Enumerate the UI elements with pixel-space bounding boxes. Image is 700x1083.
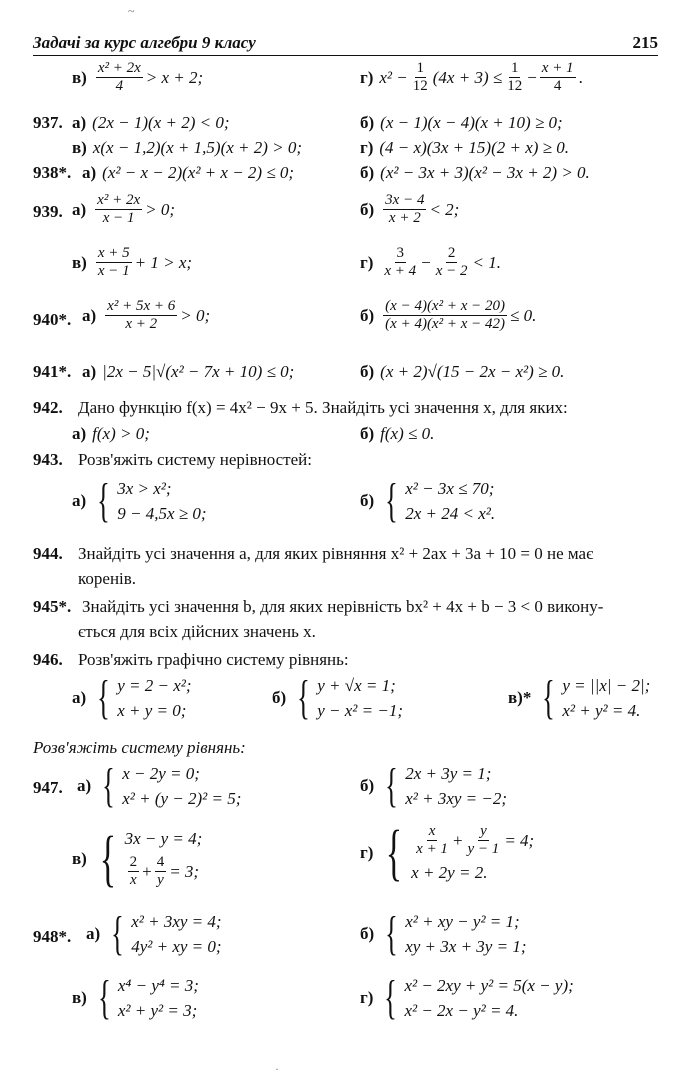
problem-943-b: б) { x² − 3x ≤ 70; 2x + 24 < x². <box>360 474 496 527</box>
problem-number-939: 939. <box>33 202 63 221</box>
problem-948-g: г) { x² − 2xy + y² = 5(x − y); x² − 2x − y² = 4. <box>360 971 574 1024</box>
equation-system: { 3x > x²; 9 − 4,5x ≥ 0; <box>97 474 207 527</box>
problem-947-v: в) { 3x − y = 4; $\frac{2}{x}$ + $\frac{4}{y}$ = 3; <box>72 825 203 893</box>
page-header <box>33 33 658 56</box>
page-number: 215 <box>632 33 658 52</box>
problem-941-b: б) (x + 2)√(15 − 2x − x²) ≥ 0. <box>360 362 565 381</box>
problem-943-text: Розв'яжіть систему нерівностей: <box>78 450 312 469</box>
scan-speck-icon: · <box>275 1062 279 1076</box>
fraction: $\frac{x + 5}{x - 1}$ <box>97 245 130 279</box>
problem-number-944: 944. <box>33 544 63 563</box>
problem-937-g: г) (4 − x)(3x + 15)(2 + x) ≥ 0. <box>360 138 569 157</box>
left-brace: { <box>98 971 111 1024</box>
problem-939-g: г) $\frac{3}{x + 4}$ − $\frac{2}{x - 2}$ < 1. <box>360 245 502 279</box>
left-brace: { <box>97 671 111 724</box>
problem-number-940: 940*. <box>33 310 72 329</box>
fraction: $\frac{\text{x² + 2x}}{x - 1}$ <box>97 192 141 226</box>
fraction: $\frac{4}{y}$ <box>156 854 165 888</box>
problem-948-b: б) { x² + xy − y² = 1; xy + 3x + 3y = 1; <box>360 907 527 960</box>
fraction: $\frac{\text{x² + 2x}}{4}$ <box>97 60 141 94</box>
fraction: $\frac{2}{x}$ <box>129 854 138 888</box>
problem-942-text: Дано функцію f(x) = 4x² − 9x + 5. Знайдіть усі значення x, для яких: <box>78 398 568 417</box>
problem-number-945: 945*. <box>33 597 72 616</box>
problem-944-line2: коренів. <box>78 569 137 588</box>
fraction: $\frac{3x - 4}{x + 2}$ <box>385 192 425 226</box>
problem-940-a: а) $\frac{\text{x² + 5x + 6}}{x + 2}$ > 0; <box>82 298 211 332</box>
problem-946-b: б) { y + √x = 1; y − x² = −1; <box>272 671 403 724</box>
problem-939-v: в) $\frac{x + 5}{x - 1}$ + 1 > x; <box>72 245 193 279</box>
equation-system: { 3x − y = 4; $\frac{2}{x}$ + $\frac{4}{y}$ = 3; <box>99 825 203 893</box>
problem-number-942: 942. <box>33 398 63 417</box>
running-title: Задачі за курс алгебри 9 класу <box>33 33 256 52</box>
problem-937-a: а) (2x − 1)(x + 2) < 0; <box>72 113 230 132</box>
left-brace: { <box>97 474 111 527</box>
fraction: $\frac{\text{(x − 4)(x² + x − 20)}}{\text{(x + 4)(x² + x − 42)}}$ <box>385 298 505 332</box>
problem-946-text: Розв'яжіть графічно систему рівнянь: <box>78 650 349 669</box>
left-brace: { <box>102 759 116 812</box>
left-brace: { <box>386 819 403 887</box>
equation-system: { x² + xy − y² = 1; xy + 3x + 3y = 1; <box>385 907 527 960</box>
problem-942-b: б) f(x) ≤ 0. <box>360 424 435 443</box>
fraction: $\frac{2}{x - 2}$ <box>435 245 468 279</box>
problem-942-a: а) f(x) > 0; <box>72 424 150 443</box>
left-brace: { <box>297 671 311 724</box>
problem-938-a: а) (x² − x − 2)(x² + x − 2) ≤ 0; <box>82 163 295 182</box>
problem-number-946: 946. <box>33 650 63 669</box>
problem-938-b: б) (x² − 3x + 3)(x² − 3x + 2) > 0. <box>360 163 590 182</box>
problem-937-b: б) (x − 1)(x − 4)(x + 10) ≥ 0; <box>360 113 563 132</box>
left-brace: { <box>99 825 116 893</box>
equation-system: { y = ||x| − 2|; x² + y² = 4. <box>542 671 651 724</box>
fraction: $\frac{1}{12}$ <box>412 60 428 94</box>
problem-948-a: а) { x² + 3xy = 4; 4y² + xy = 0; <box>86 907 222 960</box>
equation-system: { x² − 2xy + y² = 5(x − y); x² − 2x − y² = 4. <box>384 971 574 1024</box>
problem-number-947: 947. <box>33 778 63 797</box>
problem-number-938: 938*. <box>33 163 72 182</box>
equation-system: { y = 2 − x²; x + y = 0; <box>97 671 192 724</box>
problem-947-b: б) { 2x + 3y = 1; x² + 3xy = −2; <box>360 759 508 812</box>
problem-948-v: в) { x⁴ − y⁴ = 3; x² + y² = 3; <box>72 971 199 1024</box>
problem-939-b: б) $\frac{3x - 4}{x + 2}$ < 2; <box>360 192 460 226</box>
fraction: $\frac{1}{12}$ <box>507 60 523 94</box>
fraction: $\frac{x}{x + 1}$ <box>416 823 448 857</box>
left-brace: { <box>384 971 398 1024</box>
equation-system: { x − 2y = 0; x² + (y − 2)² = 5; <box>102 759 242 812</box>
equation-system: { x⁴ − y⁴ = 3; x² + y² = 3; <box>98 971 199 1024</box>
problem-947-g: г) { $\frac{x}{x + 1}$ + $\frac{y}{y - 1}$ = 4; x + 2y = 2. <box>360 819 535 887</box>
fraction: $\frac{x + 1}{4}$ <box>541 60 574 94</box>
problem-number-937: 937. <box>33 113 63 132</box>
problem-number-948: 948*. <box>33 927 72 946</box>
problem-947-a: а) { x − 2y = 0; x² + (y − 2)² = 5; <box>77 759 242 812</box>
equation-system: { x² + 3xy = 4; 4y² + xy = 0; <box>111 907 222 960</box>
scan-speck-icon: ~ <box>128 4 135 18</box>
equation-system: { y + √x = 1; y − x² = −1; <box>297 671 403 724</box>
problem-945-line2: ється для всіх дійсних значень x. <box>78 622 316 641</box>
equation-system: { x² − 3x ≤ 70; 2x + 24 < x². <box>385 474 496 527</box>
problem-945-line1: Знайдіть усі значення b, для яких нерівність bx² + 4x + b − 3 < 0 викону- <box>82 597 604 616</box>
fraction: $\frac{3}{x + 4}$ <box>384 245 417 279</box>
fraction: $\frac{y}{y - 1}$ <box>467 823 500 857</box>
problem-number-943: 943. <box>33 450 63 469</box>
section-title: Розв'яжіть систему рівнянь: <box>33 738 246 757</box>
equation-system: { $\frac{x}{x + 1}$ + $\frac{y}{y - 1}$ = 4; x + 2y = 2. <box>386 819 535 887</box>
problem-941-a: а) |2x − 5|√(x² − 7x + 10) ≤ 0; <box>82 362 295 381</box>
problem-936-g: г) x² − $\frac{1}{12}$ (4x + 3) ≤ $\frac{1}{12}$ − $\frac{x + 1}{4}$ . <box>360 60 583 94</box>
left-brace: { <box>385 907 399 960</box>
fraction: $\frac{\text{x² + 5x + 6}}{x + 2}$ <box>107 298 176 332</box>
left-brace: { <box>385 474 399 527</box>
problem-943-a: а) { 3x > x²; 9 − 4,5x ≥ 0; <box>72 474 207 527</box>
problem-937-v: в) x(x − 1,2)(x + 1,5)(x + 2) > 0; <box>72 138 303 157</box>
problem-940-b: б) $\frac{\text{(x − 4)(x² + x − 20)}}{\text{(x + 4)(x² + x − 42)}}$ ≤ 0. <box>360 298 537 332</box>
left-brace: { <box>542 671 556 724</box>
left-brace: { <box>111 907 125 960</box>
problem-936-v: в) $\frac{\text{x² + 2x}}{4}$ > x + 2; <box>72 60 204 94</box>
problem-944-line1: Знайдіть усі значення a, для яких рівняння x² + 2ax + 3a + 10 = 0 не має <box>78 544 594 563</box>
problem-number-941: 941*. <box>33 362 72 381</box>
problem-946-v: в)* { y = ||x| − 2|; x² + y² = 4. <box>508 671 651 724</box>
left-brace: { <box>385 759 399 812</box>
equation-system: { 2x + 3y = 1; x² + 3xy = −2; <box>385 759 508 812</box>
problem-946-a: а) { y = 2 − x²; x + y = 0; <box>72 671 192 724</box>
problem-939-a: а) $\frac{\text{x² + 2x}}{x - 1}$ > 0; <box>72 192 175 226</box>
